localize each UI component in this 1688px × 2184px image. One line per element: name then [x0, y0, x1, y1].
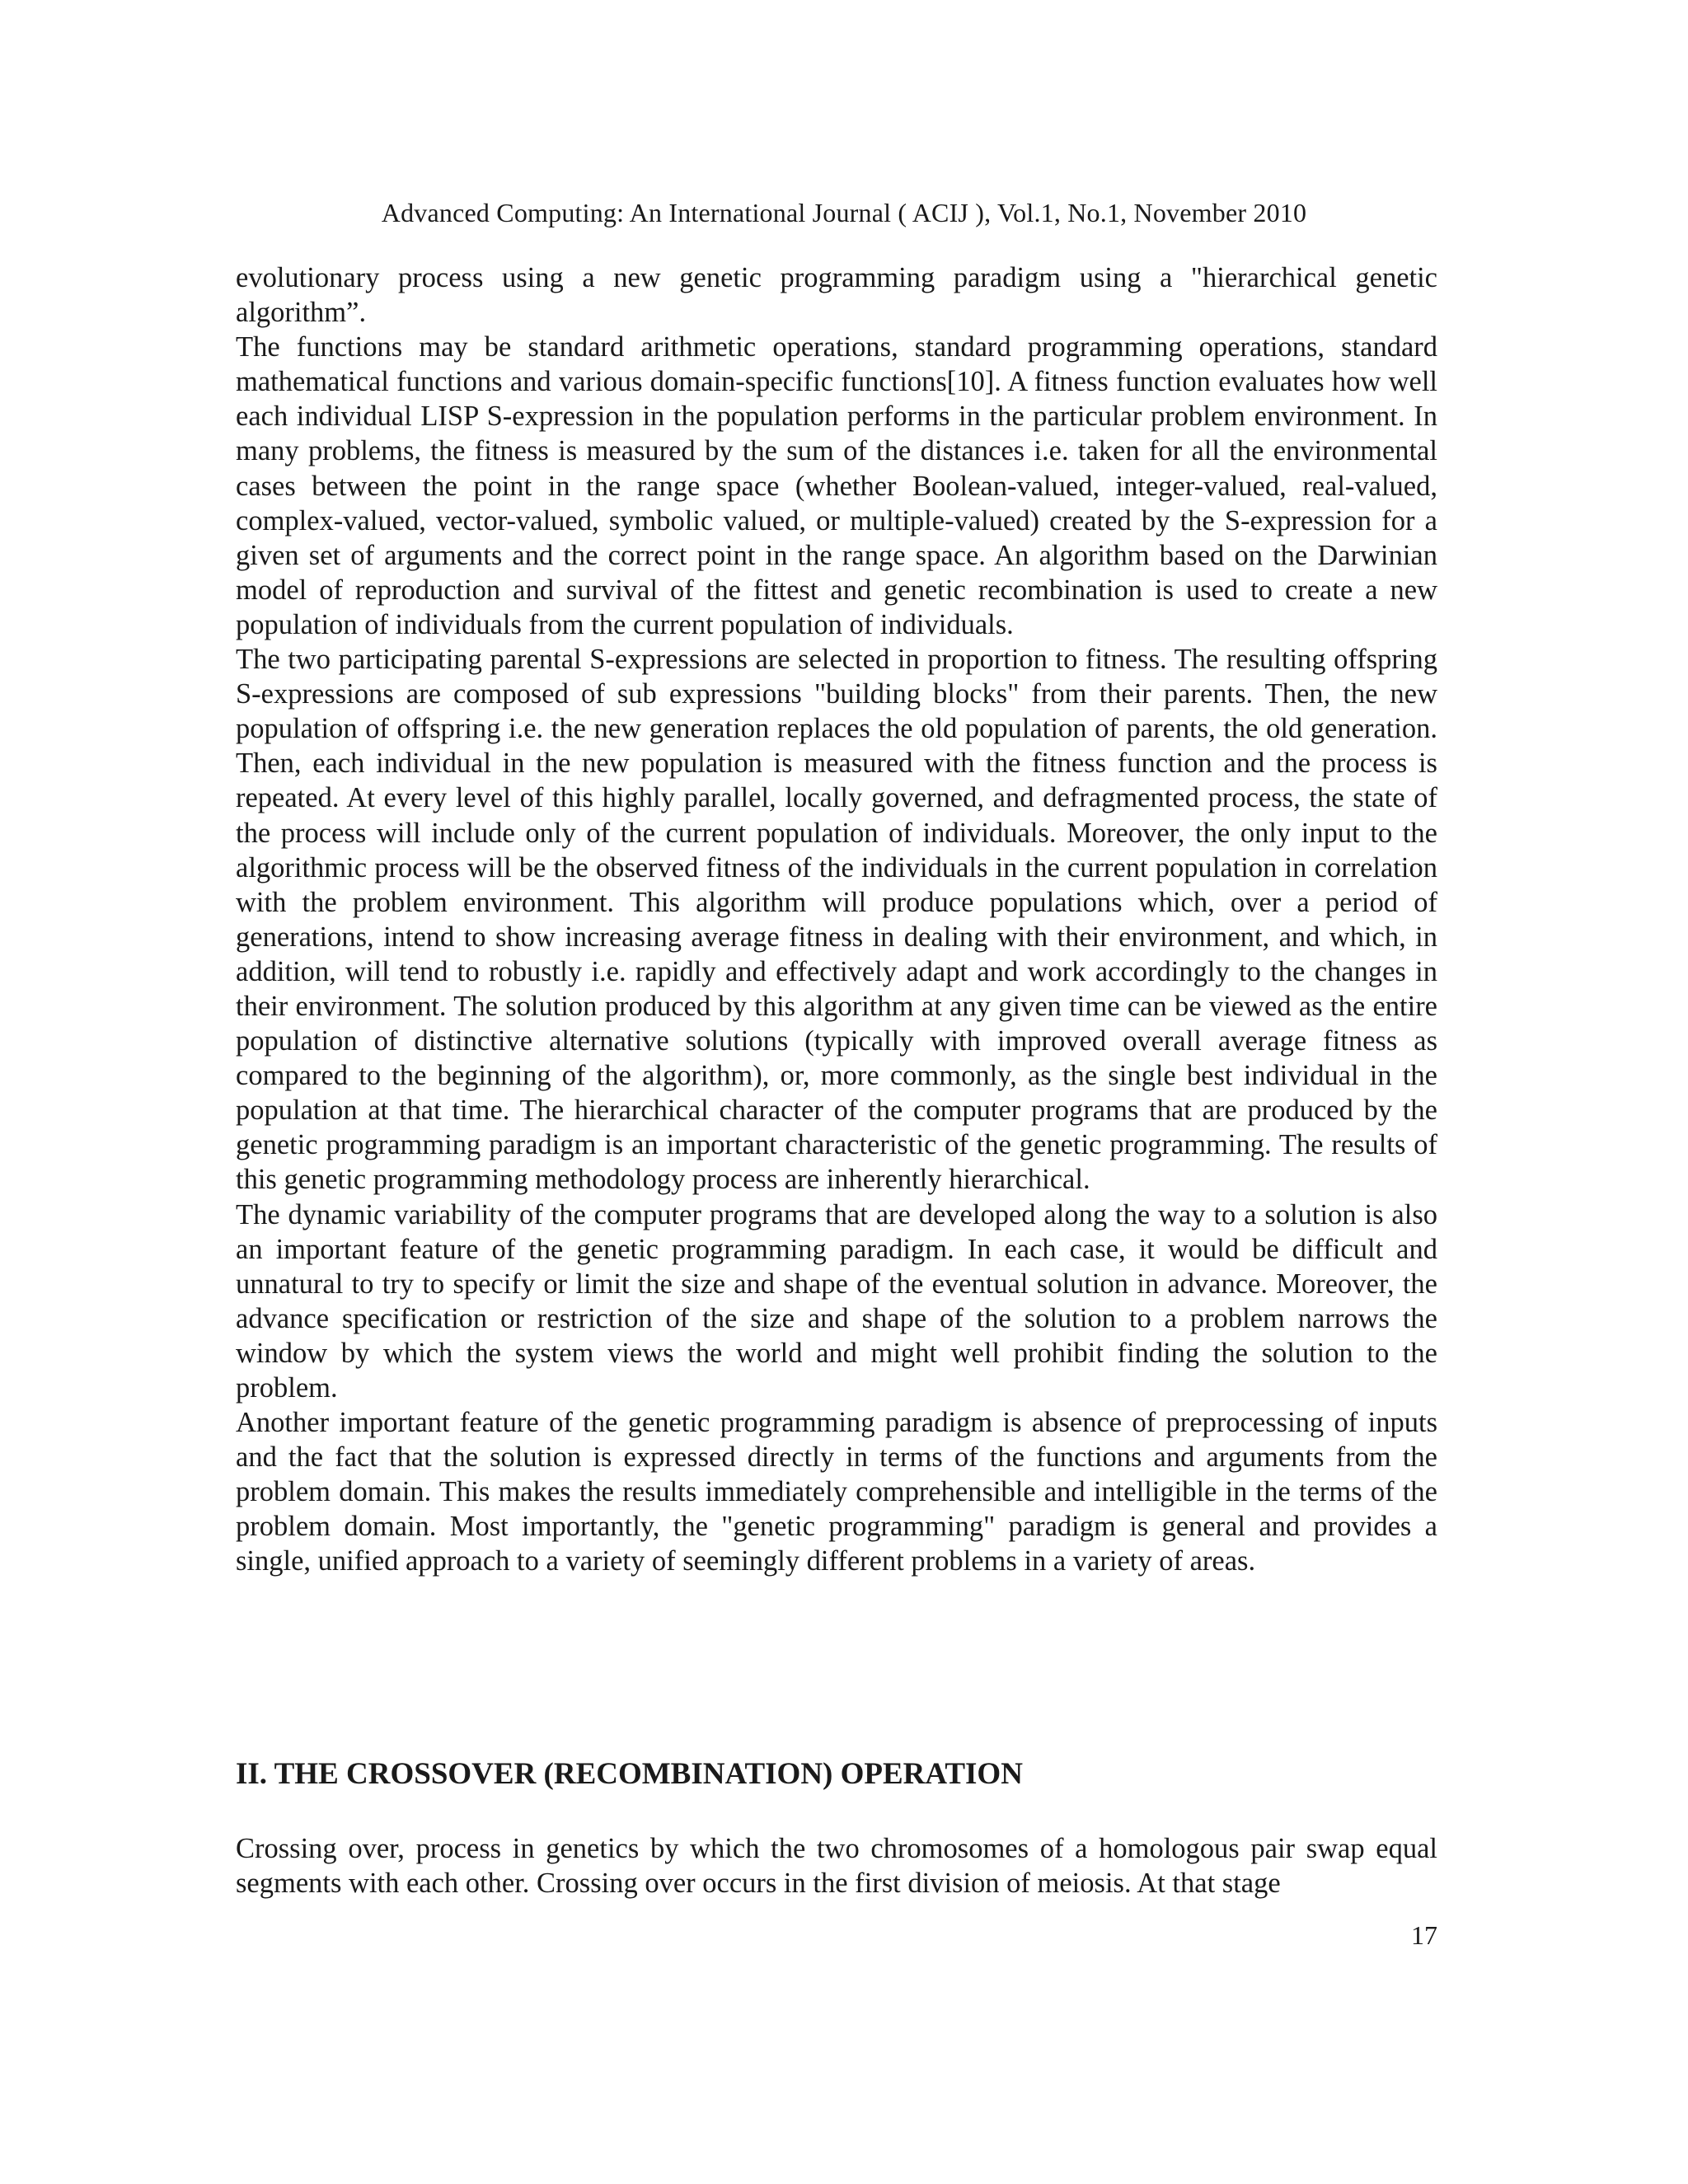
paragraph-crossing-over: Crossing over, process in genetics by which the two chromosomes of a homologous pair swap equal segments with each other. Crossing over occurs in the first division of meiosis. At that stage	[236, 1833, 1437, 1900]
section-text	[236, 1831, 1437, 1900]
paragraph-dynamic-variability: The dynamic variability of the computer programs that are developed along the way to a solution is also an important feature of the genetic programming paradigm. In each case, it would be difficult and unnatural to try to specify or limit the size and shape of the eventual solution in advance. Moreover, the advance specification or restriction of the size and shape of the solution to a problem narrows the window by which the system views the world and might well prohibit finding the solution to the problem.	[236, 1198, 1437, 1404]
paragraph-continuation: evolutionary process using a new genetic programming paradigm using a "hierarchical genetic algorithm”.	[236, 262, 1437, 329]
page-number: 17	[1411, 1920, 1437, 1950]
running-header: Advanced Computing: An International Journal ( ACIJ ), Vol.1, No.1, November 2010	[381, 198, 1307, 227]
paragraph-parental-selection: The two participating parental S-expressions are selected in proportion to fitness. The resulting offspring S-expressions are composed of sub expressions "building blocks" from their parents. Then, the new population of offspring i.e. the new generation replaces the old population of parents, the old generation. Then, each individual in the new population is measured with the fitness function and the process is repeated. At every level of this highly parallel, locally governed, and defragmented process, the state of the process will include only of the current population of individuals. Moreover, the only input to the algorithmic process will be the observed fitness of the individuals in the current population in correlation with the problem environment. This algorithm will produce populations which, over a period of generations, intend to show increasing average fitness in dealing with their environment, and which, in addition, will tend to robustly i.e. rapidly and effectively adapt and work accordingly to the changes in their environment. The solution produced by this algorithm at any given time can be viewed as the entire population of distinctive alternative solutions (typically with improved overall average fitness as compared to the beginning of the algorithm), or, more commonly, as the single best individual in the population at that time. The hierarchical character of the computer programs that are produced by the genetic programming paradigm is an important characteristic of the genetic programming. The results of this genetic programming methodology process are inherently hierarchical.	[236, 644, 1437, 1196]
paragraph-functions-fitness: The functions may be standard arithmetic operations, standard programming operations, standard mathematical functions and various domain-specific functions[10]. A fitness function evaluates how well each individual LISP S-expression in the population performs in the particular problem environment. In many problems, the fitness is measured by the sum of the distances i.e. taken for all the environmental cases between the point in the range space (whether Boolean-valued, integer-valued, real-valued, complex-valued, vector-valued, symbolic valued, or multiple-valued) created by the S-expression for a given set of arguments and the correct point in the range space. An algorithm based on the Darwinian model of reproduction and survival of the fittest and genetic recombination is used to create a new population of individuals from the current population of individuals.	[236, 331, 1437, 640]
section-heading: II. THE CROSSOVER (RECOMBINATION) OPERATION	[236, 1757, 1023, 1791]
body-text	[236, 260, 1437, 1579]
paragraph-preprocessing: Another important feature of the genetic programming paradigm is absence of preprocessing of inputs and the fact that the solution is expressed directly in terms of the functions and arguments from the problem domain. This makes the results immediately comprehensible and intelligible in the terms of the problem domain. Most importantly, the "genetic programming" paradigm is general and provides a single, unified approach to a variety of seemingly different problems in a variety of areas.	[236, 1407, 1437, 1577]
